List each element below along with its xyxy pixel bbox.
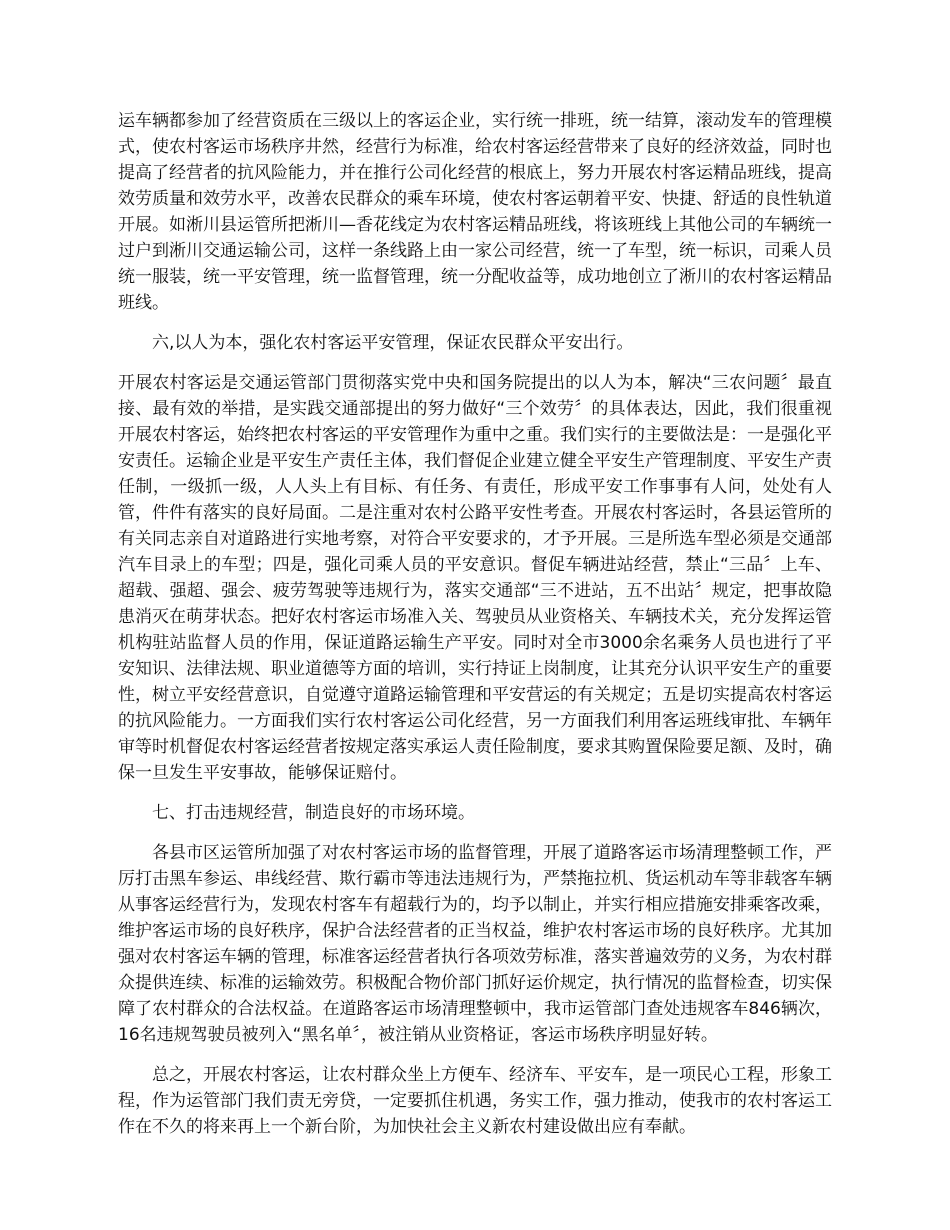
section-heading-seven: 七、打击违规经营，制造良好的市场环境。 — [152, 803, 475, 823]
paragraph-conclusion: 总之，开展农村客运，让农村群众坐上方便车、经济车、平安车，是一项民心工程，形象工程，作为运管部门我们责无旁贷，一定要抓住机遇，务实工作，强力推动，使我市的农村客运工作在不久的将来再上一个新台阶，为加快社会主义新农村建设做出应有奉献。 — [118, 1065, 832, 1137]
paragraph-market-supervision: 各县市区运管所加强了对农村客运市场的监督管理，开展了道路客运市场清理整顿工作，严厉打击黑车参运、串线经营、欺行霸市等违法违规行为，严禁拖拉机、货运机动车等非载客车辆从事客运经营行为，发现农村客车有超载行为的，均予以制止，并实行相应措施安排乘客改乘，维护客运市场的良好秩序，保护合法经营者的正当权益，维护农村客运市场的良好秩序。尤其加强对农村客运车辆的管理，标准客运经营者执行各项效劳标准，落实普遍效劳的义务，为农村群众提供连续、标准的运输效劳。积极配合物价部门抓好运价规定，执行情况的监督检查，切实保障了农村群众的合法权益。在道路客运市场清理整顿中，我市运管部门查处违规客车846辆次，16名违规驾驶员被列入“黑名单〞，被注销从业资格证，客运市场秩序明显好转。 — [118, 843, 832, 1045]
section-heading-six: 六,以人为本，强化农村客运平安管理，保证农民群众平安出行。 — [152, 333, 634, 353]
paragraph-continuation: 运车辆都参加了经营资质在三级以上的客运企业，实行统一排班，统一结算，滚动发车的管理模式，使农村客运市场秩序井然，经营行为标准，给农村客运经营带来了良好的经济效益，同时也提高了经营者的抗风险能力，并在推行公司化经营的根底上，努力开展农村客运精品班线，提高效劳质量和效劳水平，改善农民群众的乘车环境，使农村客运朝着平安、快捷、舒适的良性轨道开展。如淅川县运管所把淅川—香花线定为农村客运精品班线，将该班线上其他公司的车辆统一过户到淅川交通运输公司，这样一条线路上由一家公司经营，统一了车型，统一标识，司乘人员统一服装，统一平安管理，统一监督管理，统一分配收益等，成功地创立了淅川的农村客运精品班线。 — [118, 111, 832, 313]
paragraph-safety-management: 开展农村客运是交通运管部门贯彻落实党中央和国务院提出的以人为本，解决“三农问题〞最直接、最有效的举措，是实践交通部提出的努力做好“三个效劳〞的具体表达，因此，我们很重视开展农村客运，始终把农村客运的平安管理作为重中之重。我们实行的主要做法是：一是强化平安责任。运输企业是平安生产责任主体，我们督促企业建立健全平安生产管理制度、平安生产责任制，一级抓一级，人人头上有目标、有任务、有责任，形成平安工作事事有人问，处处有人管，件件有落实的良好局面。二是注重对农村公路平安性考查。开展农村客运时，各县运管所的有关同志亲自对道路进行实地考察，对符合平安要求的，才予开展。三是所选车型必须是交通部汽车目录上的车型；四是，强化司乘人员的平安意识。督促车辆进站经营，禁止“三品〞上车、超载、强超、强会、疲劳驾驶等违规行为，落实交通部“三不进站，五不出站〞规定，把事故隐患消灭在萌芽状态。把好农村客运市场准入关、驾驶员从业资格关、车辆技术关，充分发挥运管机构驻站监督人员的作用，保证道路运输生产平安。同时对全市3000余名乘务人员也进行了平安知识、法律法规、职业道德等方面的培训，实行持证上岗制度，让其充分认识平安生产的重要性，树立平安经营意识，自觉遵守道路运输管理和平安营运的有关规定；五是切实提高农村客运的抗风险能力。一方面我们实行农村客运公司化经营，另一方面我们利用客运班线审批、车辆年审等时机督促农村客运经营者按规定落实承运人责任险制度，要求其购置保险要足额、及时，确保一旦发生平安事故，能够保证赔付。 — [118, 373, 832, 783]
